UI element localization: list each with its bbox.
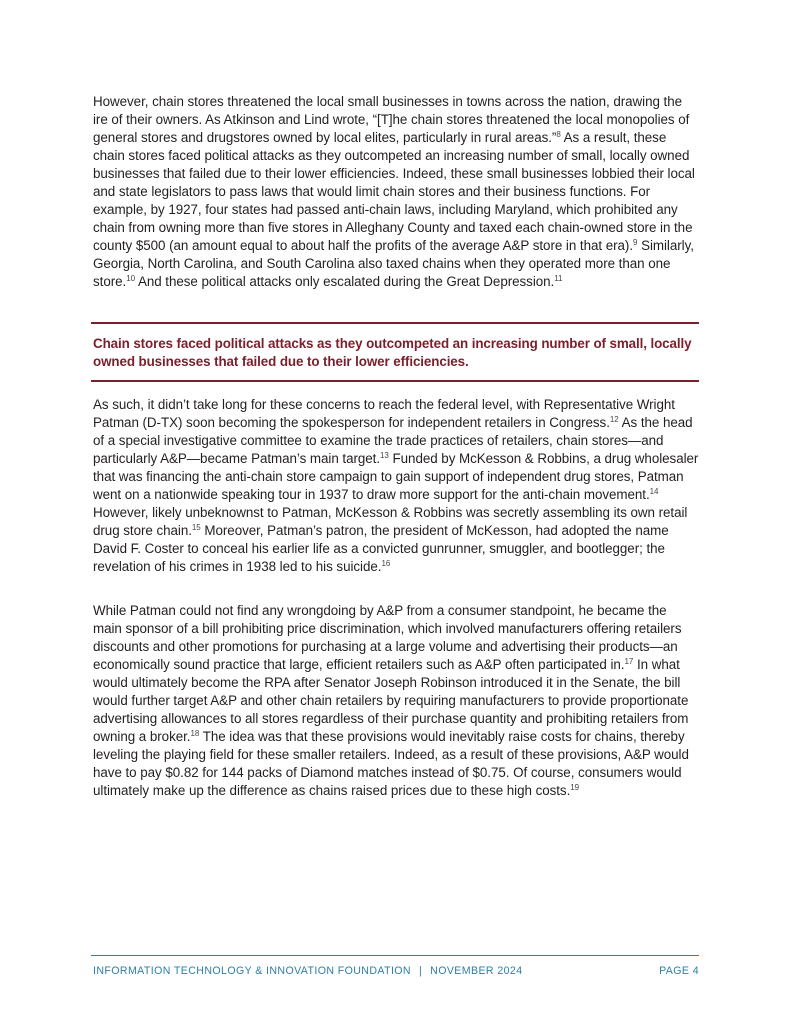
footer-rule — [91, 955, 699, 956]
footnote-ref[interactable]: 19 — [570, 783, 580, 792]
pullquote-bottom-rule — [91, 380, 699, 382]
footer-separator: | — [418, 965, 423, 977]
footnote-ref[interactable]: 17 — [624, 657, 634, 666]
footer-organization: INFORMATION TECHNOLOGY & INNOVATION FOUNDATION — [93, 965, 411, 977]
footnote-ref[interactable]: 16 — [381, 559, 391, 568]
footnote-ref[interactable]: 18 — [190, 729, 200, 738]
footer-organization-date — [93, 965, 522, 978]
body-paragraph-1 — [93, 93, 699, 291]
paragraph-text: Similarly, Georgia, North Carolina, and South Carolina also taxed chains when they operated more than one store. — [93, 238, 694, 289]
pullquote-top-rule — [91, 322, 699, 324]
footnote-ref[interactable]: 13 — [380, 451, 389, 460]
paragraph-text: And these political attacks only escalated during the Great Depression. — [135, 274, 555, 289]
footnote-ref[interactable]: 14 — [649, 487, 659, 496]
body-paragraph-3 — [93, 602, 699, 800]
paragraph-text: While Patman could not find any wrongdoing by A&P from a consumer standpoint, he became the main sponsor of a bill prohibiting price discrimination, which involved manufacturers offering retailers discounts and other promotions for purchasing at a large volume and advertising their products—an economically sound practice that large, efficient retailers such as A&P often participated in. — [93, 603, 682, 672]
pullquote: Chain stores faced political attacks as they outcompeted an increasing number of small, locally owned businesses that failed due to their lower efficiencies. — [93, 336, 692, 369]
paragraph-text: As the head of a special investigative committee to examine the trade practices of retailers, chain stores—and particularly A&P—became Patman’s main target. — [93, 415, 693, 466]
paragraph-text: However, likely unbeknownst to Patman, McKesson & Robbins was secretly assembling its own retail drug store chain. — [93, 505, 688, 538]
paragraph-text: As a result, these chain stores faced political attacks as they outcompeted an increasing number of small, locally owned businesses that failed due to their lower efficiencies. Indeed, these small businesses lobbied their local and state legislators to pass laws that would limit chain stores and their business functions. For example, by 1927, four states had passed anti-chain laws, including Maryland, which prohibited any chain from owning more than five stores in Alleghany County and taxed each chain-owned store in the county $500 (an amount equal to about half the profits of the average A&P store in that era). — [93, 130, 695, 253]
footnote-ref[interactable]: 8 — [556, 130, 561, 139]
footnote-ref[interactable]: 9 — [633, 238, 638, 247]
footnote-ref[interactable]: 11 — [554, 274, 563, 283]
paragraph-text: Moreover, Patman’s patron, the president of McKesson, had adopted the name David F. Coster to conceal his earlier life as a convicted gunrunner, smuggler, and bootlegger; the revelation of his crimes in 1938 led to his suicide. — [93, 523, 669, 574]
footnote-ref[interactable]: 10 — [126, 274, 136, 283]
paragraph-text: However, chain stores threatened the local small businesses in towns across the nation, drawing the ire of their owners. As Atkinson and Lind wrote, “[T]he chain stores threatened the local monopolies of general stores and drugstores owned by local elites, particularly in rural areas.” — [93, 94, 690, 145]
page-number: PAGE 4 — [659, 965, 699, 977]
paragraph-text: As such, it didn’t take long for these concerns to reach the federal level, with Representative Wright Patman (D-TX) soon becoming the spokesperson for independent retailers in Congress. — [93, 397, 675, 430]
paragraph-text: In what would ultimately become the RPA after Senator Joseph Robinson introduced it in the Senate, the bill would further target A&P and other chain retailers by requiring manufacturers to provide proportionate advertising allowances to all stores regardless of their purchase quantity and prohibiting retailers from owning a broker. — [93, 657, 689, 744]
footnote-ref[interactable]: 12 — [609, 415, 619, 424]
paragraph-text: The idea was that these provisions would inevitably raise costs for chains, thereby leveling the playing field for these smaller retailers. Indeed, as a result of these provisions, A&P would have to pay $0.82 for 144 packs of Diamond matches instead of $0.75. Of course, consumers would ultimately make up the difference as chains raised prices due to these high costs. — [93, 729, 689, 798]
footnote-ref[interactable]: 15 — [191, 523, 201, 532]
paragraph-text: Funded by McKesson & Robbins, a drug wholesaler that was financing the anti-chain store campaign to gain support of independent drug stores, Patman went on a nationwide speaking tour in 1937 to draw more support for the anti-chain movement. — [93, 451, 699, 502]
footer-date: NOVEMBER 2024 — [430, 965, 523, 977]
body-paragraph-2 — [93, 396, 699, 576]
